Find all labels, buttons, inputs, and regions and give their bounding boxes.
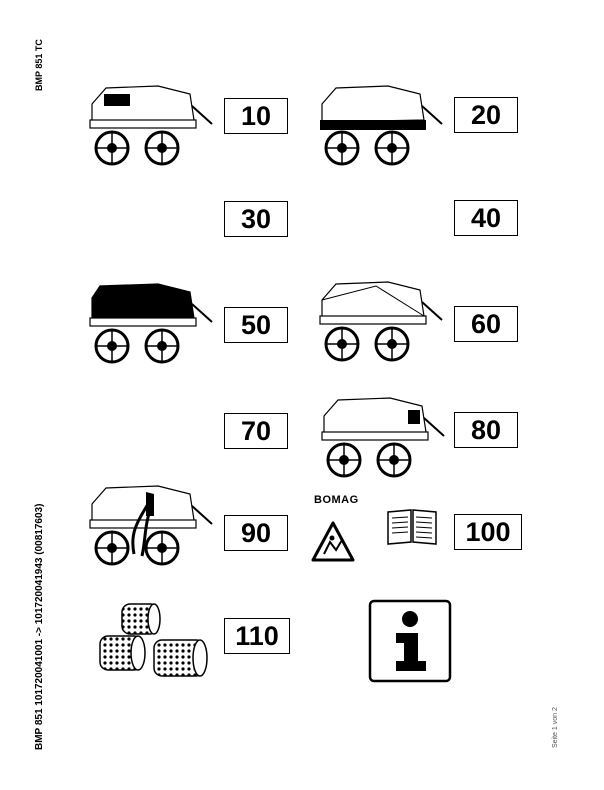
machine-20-icon (316, 84, 446, 170)
bomag-logo: BOMAG (314, 494, 359, 506)
section-40-button[interactable]: 40 (454, 200, 518, 236)
section-80-button[interactable]: 80 (454, 412, 518, 448)
machine-80-icon (318, 396, 448, 482)
machine-50-icon (86, 280, 216, 366)
section-10-button[interactable]: 10 (224, 98, 288, 134)
warning-triangle-icon (310, 520, 356, 564)
document-range-title: BMP 851 101720041001 -> 101720041943 (00817603) (34, 503, 45, 750)
section-100-button[interactable]: 100 (454, 514, 522, 550)
open-book-icon (386, 506, 438, 546)
machine-60-icon (316, 280, 446, 366)
machine-10-icon (86, 84, 216, 170)
section-30-button[interactable]: 30 (224, 201, 288, 237)
page-number: Seite 1 von 2 (552, 707, 559, 748)
section-20-button[interactable]: 20 (454, 97, 518, 133)
section-70-button[interactable]: 70 (224, 413, 288, 449)
info-icon[interactable] (368, 599, 452, 683)
machine-90-icon (86, 484, 216, 570)
section-110-button[interactable]: 110 (224, 618, 290, 654)
section-90-button[interactable]: 90 (224, 515, 288, 551)
model-label: BMP 851 TC (34, 39, 44, 91)
section-50-button[interactable]: 50 (224, 307, 288, 343)
section-60-button[interactable]: 60 (454, 306, 518, 342)
padfoot-drums-icon (96, 600, 214, 692)
